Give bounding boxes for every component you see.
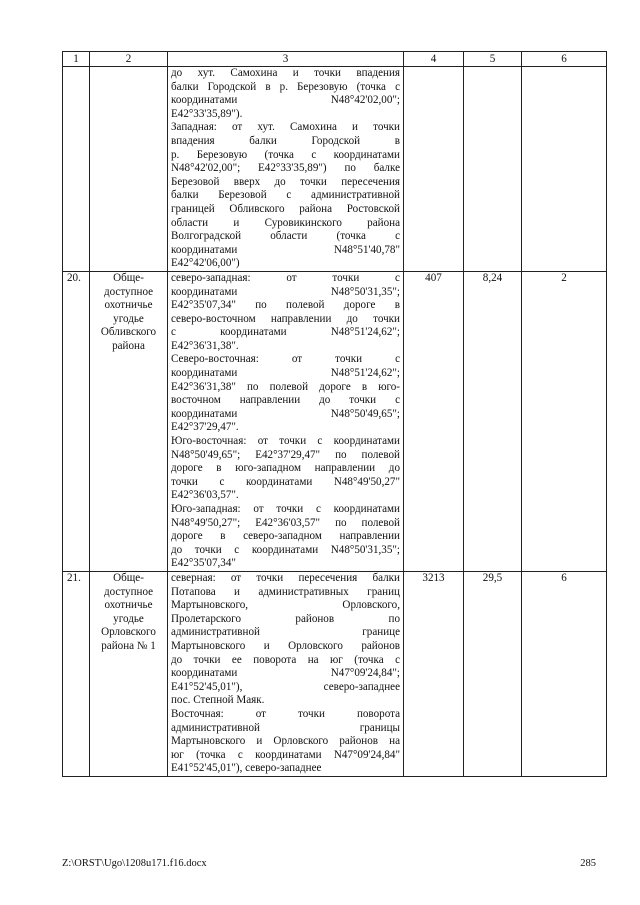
text-line: дороге в юго-западном направлении до bbox=[171, 462, 400, 475]
text-line: балки Городской в р. Березовую (точка с bbox=[171, 80, 400, 93]
col-header-5: 5 bbox=[464, 52, 522, 67]
name-line: Обще- bbox=[113, 571, 144, 584]
text-line: области и Суровикинского района bbox=[171, 216, 400, 229]
boundaries-table bbox=[62, 51, 607, 777]
text-line: Потапова и административных границ bbox=[171, 585, 400, 598]
text-line: координатами N47°09'24,84"; bbox=[171, 667, 400, 680]
text-line: E41°52'45,01"), северо-западнее bbox=[171, 680, 400, 693]
row-number: 21. bbox=[63, 571, 90, 776]
col-header-4: 4 bbox=[404, 52, 464, 67]
text-line: Волгоградской области (точка с bbox=[171, 230, 400, 243]
text-line: пос. Степной Маяк. bbox=[171, 694, 265, 707]
text-line: N48°42'02,00"; E42°33'35,89") по балке bbox=[171, 162, 400, 175]
text-line: E41°52'45,01"), северо-западнее bbox=[171, 762, 322, 775]
name-line: района bbox=[112, 339, 145, 352]
text-line: Северо-восточная: от точки с bbox=[171, 353, 400, 366]
text-line: E42°37'29,47". bbox=[171, 421, 239, 434]
col-header-2: 2 bbox=[90, 52, 168, 67]
text-line: Мартыновского и Орловского районов bbox=[171, 639, 400, 652]
table-row-continuation bbox=[63, 67, 607, 272]
name-line: Орловского bbox=[101, 626, 156, 639]
table-row-21 bbox=[63, 571, 607, 776]
col-header-1: 1 bbox=[63, 52, 90, 67]
col-header-6: 6 bbox=[522, 52, 607, 67]
name-line: охотничье bbox=[104, 299, 153, 312]
text-line: балки Березовой с административной bbox=[171, 189, 400, 202]
text-line: E42°35'07,34" bbox=[171, 557, 236, 570]
cell-col6 bbox=[522, 67, 607, 272]
text-line: координатами N48°51'24,62"; bbox=[171, 367, 400, 380]
text-line: дороге в северо-западном направлении bbox=[171, 530, 400, 543]
name-line: доступное bbox=[103, 285, 154, 298]
text-line: административной границы bbox=[171, 721, 400, 734]
text-line: до хут. Самохина и точки впадения bbox=[171, 67, 400, 79]
text-line: до точки с координатами N48°50'31,35"; bbox=[171, 543, 400, 556]
text-line: с координатами N48°51'24,62"; bbox=[171, 326, 400, 339]
text-line: до точки ее поворота на юг (точка с bbox=[171, 653, 400, 666]
text-line: E42°36'03,57". bbox=[171, 489, 239, 502]
page-number: 285 bbox=[580, 858, 596, 869]
name-line: доступное bbox=[103, 585, 154, 598]
text-line: E42°33'35,89"). bbox=[171, 107, 243, 120]
name-line: Обще- bbox=[113, 271, 144, 284]
text-line: координатами N48°42'02,00"; bbox=[171, 94, 400, 107]
file-path: Z:\ORST\Ugo\1208u171.f16.docx bbox=[62, 858, 207, 869]
text-line: Юго-восточная: от точки с координатами bbox=[171, 435, 400, 448]
name-line: угодье bbox=[113, 312, 144, 325]
value-col6: 2 bbox=[522, 271, 607, 571]
value-col6: 6 bbox=[522, 571, 607, 776]
name-line: охотничье bbox=[104, 599, 153, 612]
name-line: угодье bbox=[113, 612, 144, 625]
value-col5: 29,5 bbox=[464, 571, 522, 776]
name-line: Обливского bbox=[100, 326, 157, 339]
text-line: северная: от точки пересечения балки bbox=[171, 571, 400, 584]
text-line: административной границе bbox=[171, 626, 400, 639]
name-line: района № 1 bbox=[101, 639, 156, 652]
text-line: Восточная: от точки поворота bbox=[171, 707, 400, 720]
cell-area-ha bbox=[464, 67, 522, 272]
text-line: Пролетарского районов по bbox=[171, 612, 400, 625]
text-line: Мартыновского, Орловского, bbox=[171, 599, 400, 612]
text-line: E42°36'31,38". bbox=[171, 339, 239, 352]
value-col4: 3213 bbox=[404, 571, 464, 776]
text-line: р. Березовую (точка с координатами bbox=[171, 148, 400, 161]
text-line: Западная: от хут. Самохина и точки bbox=[171, 121, 400, 134]
text-line: восточном направлении до точки с bbox=[171, 394, 400, 407]
text-line: E42°42'06,00") bbox=[171, 257, 240, 270]
text-line: E42°36'31,38" по полевой дороге в юго- bbox=[171, 380, 400, 393]
text-line: точки с координатами N48°49'50,27" bbox=[171, 475, 400, 488]
value-col5: 8,24 bbox=[464, 271, 522, 571]
text-line: E42°35'07,34" по полевой дороге в bbox=[171, 299, 400, 312]
text-line: Юго-западная: от точки с координатами bbox=[171, 503, 400, 515]
text-line: впадения балки Городской в bbox=[171, 134, 400, 147]
cell-number bbox=[63, 67, 90, 272]
text-line: координатами N48°51'40,78" bbox=[171, 243, 400, 256]
hunting-ground-name bbox=[90, 271, 168, 571]
text-line: N48°49'50,27"; E42°36'03,57" по полевой bbox=[171, 516, 400, 529]
text-line: Мартыновского и Орловского районов на bbox=[171, 735, 400, 748]
text-line: северо-западная: от точки с bbox=[171, 271, 400, 284]
column-number-row bbox=[63, 52, 607, 67]
row-number: 20. bbox=[63, 271, 90, 571]
hunting-ground-name bbox=[90, 571, 168, 776]
text-line: N48°50'49,65"; E42°37'29,47" по полевой bbox=[171, 448, 400, 461]
text-line: границей Обливского района Ростовской bbox=[171, 202, 400, 215]
cell-area bbox=[404, 67, 464, 272]
table-row-20 bbox=[63, 271, 607, 571]
text-line: северо-восточном направлении до точки bbox=[171, 312, 400, 325]
col-header-3: 3 bbox=[168, 52, 404, 67]
text-line: юг (точка с координатами N47°09'24,84" bbox=[171, 748, 400, 761]
value-col4: 407 bbox=[404, 271, 464, 571]
boundary-description bbox=[168, 271, 404, 571]
cell-name bbox=[90, 67, 168, 272]
boundary-description bbox=[168, 571, 404, 776]
text-line: Березовой вверх до точки пересечения bbox=[171, 175, 400, 188]
text-line: координатами N48°50'49,65"; bbox=[171, 407, 400, 420]
text-line: координатами N48°50'31,35"; bbox=[171, 285, 400, 298]
cell-boundary-description bbox=[168, 67, 404, 272]
